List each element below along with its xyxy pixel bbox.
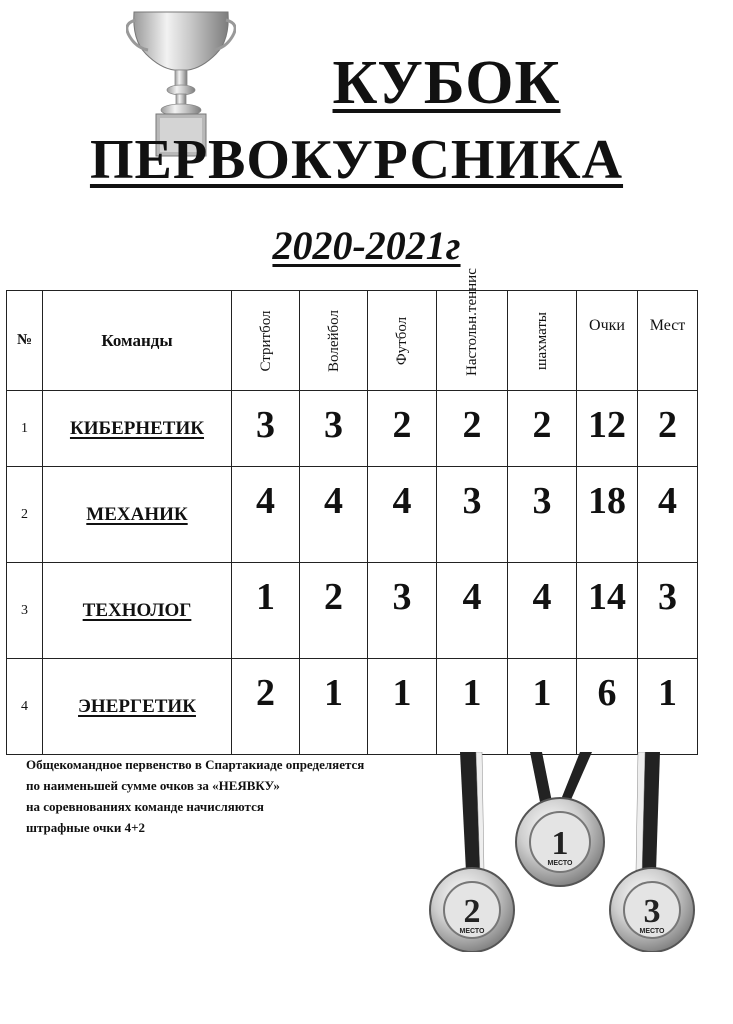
title-line-1: КУБОК — [332, 49, 561, 117]
first-place-number: 1 — [551, 825, 569, 862]
rules-note-line: Общекомандное первенство в Спартакиаде определяется — [26, 757, 365, 772]
header-streetball-label: Стритбол — [257, 309, 274, 372]
score-volleyball: 4 — [300, 467, 368, 563]
row-number: 1 — [7, 391, 43, 467]
medals-image — [420, 752, 710, 952]
second-place-label: МЕСТО — [459, 928, 485, 935]
score-chess: 2 — [508, 391, 577, 467]
place: 2 — [638, 391, 698, 467]
score-chess: 3 — [508, 467, 577, 563]
header-streetball — [232, 291, 300, 391]
score-chess: 4 — [508, 563, 577, 659]
third-place-medal-icon — [610, 868, 694, 952]
team-name: ТЕХНОЛОГ — [43, 563, 232, 659]
row-number: 2 — [7, 467, 43, 563]
first-place-label: МЕСТО — [547, 860, 573, 867]
score-volleyball: 3 — [300, 391, 368, 467]
standings-table — [6, 267, 698, 755]
score-volleyball: 2 — [300, 563, 368, 659]
title-line-2: ПЕРВОКУРСНИКА — [89, 129, 624, 191]
season-heading: 2020-2021г — [272, 223, 461, 268]
header-team: Команды — [43, 291, 232, 391]
third-place-number: 3 — [643, 893, 661, 930]
table-row — [7, 467, 698, 563]
total-points: 14 — [577, 563, 638, 659]
total-points: 6 — [577, 659, 638, 755]
rules-note — [26, 754, 446, 838]
rules-note-line: по наименьшей сумме очков за «НЕЯВКУ» — [26, 778, 280, 793]
team-name: КИБЕРНЕТИК — [43, 391, 232, 467]
score-chess: 1 — [508, 659, 577, 755]
header-points: Очки — [577, 291, 638, 391]
place: 3 — [638, 563, 698, 659]
table-row — [7, 391, 698, 467]
total-points: 12 — [577, 391, 638, 467]
score-football: 1 — [368, 659, 437, 755]
header-chess-label: шахматы — [534, 311, 550, 370]
team-name: ЭНЕРГЕТИК — [43, 659, 232, 755]
second-place-number: 2 — [463, 893, 481, 930]
score-table-tennis: 3 — [437, 467, 508, 563]
first-place-medal-icon — [516, 798, 604, 886]
score-streetball: 1 — [232, 563, 300, 659]
second-place-medal-icon — [430, 868, 514, 952]
header-football-label: Футбол — [394, 316, 410, 365]
place: 4 — [638, 467, 698, 563]
score-football: 4 — [368, 467, 437, 563]
total-points: 18 — [577, 467, 638, 563]
rules-note-line: штрафные очки 4+2 — [26, 820, 146, 835]
score-table-tennis: 4 — [437, 563, 508, 659]
score-streetball: 4 — [232, 467, 300, 563]
header-volleyball-label: Волейбол — [325, 309, 342, 372]
score-streetball: 3 — [232, 391, 300, 467]
place: 1 — [638, 659, 698, 755]
table-row — [7, 563, 698, 659]
header-place: Мест — [638, 291, 698, 391]
score-volleyball: 1 — [300, 659, 368, 755]
row-number: 4 — [7, 659, 43, 755]
score-streetball: 2 — [232, 659, 300, 755]
rules-note-line: на соревнованиях команде начисляются — [26, 799, 264, 814]
header-volleyball — [300, 291, 368, 391]
header-football — [368, 291, 437, 391]
score-table-tennis: 1 — [437, 659, 508, 755]
score-football: 3 — [368, 563, 437, 659]
table-row — [7, 659, 698, 755]
header-table-tennis — [437, 267, 508, 391]
third-place-label: МЕСТО — [639, 928, 665, 935]
table-header-row — [7, 291, 698, 391]
score-table-tennis: 2 — [437, 391, 508, 467]
header-number: № — [7, 291, 43, 391]
team-name: МЕХАНИК — [43, 467, 232, 563]
score-football: 2 — [368, 391, 437, 467]
header-chess — [508, 291, 577, 391]
row-number: 3 — [7, 563, 43, 659]
header-table-tennis-label: Настольн.теннис — [464, 267, 480, 376]
